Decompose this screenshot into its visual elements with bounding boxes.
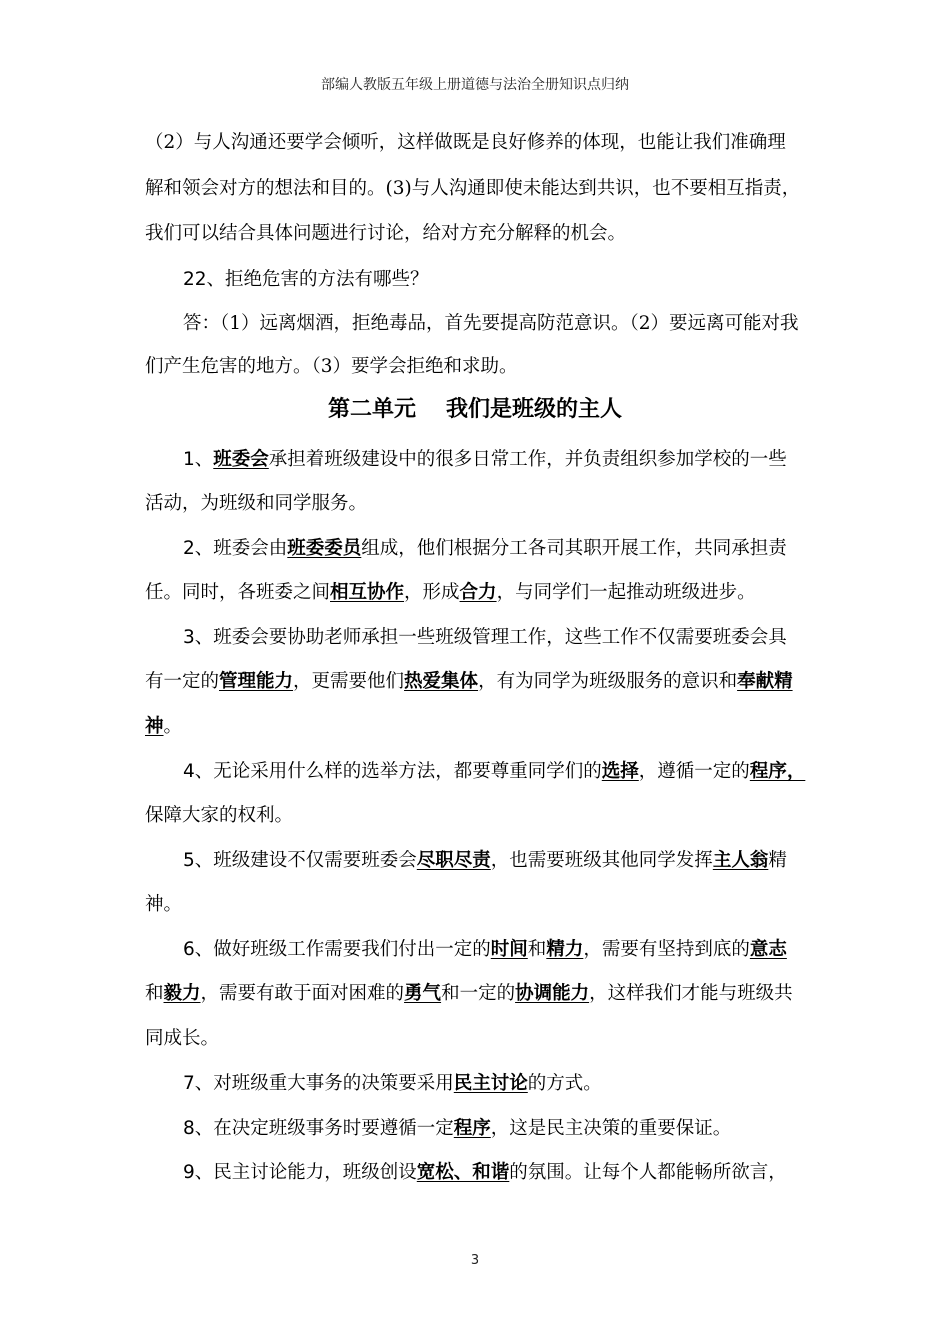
- item-text: ，与同学们一起推动班级进步。: [496, 582, 756, 603]
- list-item-line: [145, 580, 810, 606]
- keyword: 意志: [749, 939, 787, 960]
- list-item: [183, 937, 810, 963]
- question-22: 22、拒绝危害的方法有哪些？: [183, 269, 429, 290]
- unit-name: 我们是班级的主人: [446, 397, 623, 422]
- item-text: 2、班委会由: [183, 538, 288, 559]
- item-text: 6、做好班级工作需要我们付出一定的: [183, 939, 491, 960]
- page-number: 3: [470, 1253, 480, 1268]
- page-header: 部编人教版五年级上册道德与法治全册知识点归纳: [321, 77, 629, 93]
- list-item-line: [145, 669, 810, 695]
- keyword: 相互协作: [330, 582, 405, 603]
- list-item: 3、班委会要协助老师承担一些班级管理工作，这些工作不仅需要班委会具: [183, 627, 787, 648]
- item-text: ，需要有坚持到底的: [583, 939, 750, 960]
- item-text: 1、: [183, 449, 214, 470]
- item-text: ，需要有敢于面对困难的: [200, 983, 405, 1004]
- answer-22-line: 答：（1）远离烟酒，拒绝毒品，首先要提高防范意识。（2）要远离可能对我: [183, 313, 799, 334]
- list-item: [183, 759, 810, 785]
- keyword: 神: [145, 716, 164, 737]
- keyword: 宽松、和谐: [416, 1162, 510, 1183]
- keyword: 民主讨论: [453, 1073, 528, 1094]
- item-text: ，更需要他们: [293, 671, 405, 692]
- keyword: 合力: [459, 582, 497, 603]
- item-text: ，也需要班级其他同学发挥: [490, 850, 713, 871]
- list-item-line: 神。: [145, 894, 183, 915]
- keyword: 班委会: [213, 449, 269, 470]
- item-text: 有一定的: [145, 671, 220, 692]
- item-text: ，这样我们才能与班级共: [589, 983, 793, 1004]
- item-text: ，遵循一定的: [638, 761, 750, 782]
- list-item-line: [145, 981, 810, 1007]
- item-text: ，形成: [404, 582, 460, 603]
- list-item: [183, 447, 810, 473]
- keyword: 精力: [546, 939, 584, 960]
- item-text: 和一定的: [441, 983, 516, 1004]
- keyword: 热爱集体: [404, 671, 479, 692]
- keyword: 班委委员: [287, 538, 362, 559]
- list-item-line: [145, 714, 810, 740]
- list-item: [183, 536, 810, 562]
- paragraph-line: 解和领会对方的想法和目的。(3)与人沟通即使未能达到共识，也不要相互指责，: [145, 178, 801, 199]
- item-text: 精: [768, 850, 787, 871]
- keyword: 选择: [601, 761, 639, 782]
- item-text: 7、对班级重大事务的决策要采用: [183, 1073, 454, 1094]
- list-item-line: 保障大家的权利。: [145, 805, 294, 826]
- item-text: 和: [527, 939, 547, 960]
- keyword: 程序: [453, 1118, 491, 1139]
- item-text: 任。同时，各班委之间: [145, 582, 331, 603]
- list-item: [183, 1071, 810, 1097]
- keyword: 尽职尽责: [416, 850, 491, 871]
- list-item: [183, 848, 810, 874]
- keyword: 协调能力: [515, 983, 590, 1004]
- paragraph-line: （2）与人沟通还要学会倾听，这样做既是良好修养的体现，也能让我们准确理: [145, 132, 786, 153]
- unit-number: 第二单元: [327, 397, 416, 422]
- item-text: 8、在决定班级事务时要遵循一定: [183, 1118, 454, 1139]
- list-item-line: 活动，为班级和同学服务。: [145, 493, 368, 514]
- list-item: [183, 1160, 810, 1186]
- item-text: 5、班级建设不仅需要班委会: [183, 850, 417, 871]
- keyword: 管理能力: [219, 671, 294, 692]
- item-text: ，这是民主决策的重要保证。: [490, 1118, 732, 1139]
- keyword: 奉献精: [737, 671, 793, 692]
- item-text: 的氛围。让每个人都能畅所欲言，: [509, 1162, 787, 1183]
- keyword: 勇气: [404, 983, 442, 1004]
- item-text: 的方式。: [527, 1073, 602, 1094]
- list-item-line: 同成长。: [145, 1028, 220, 1049]
- item-text: 组成，他们根据分工各司其职开展工作，共同承担责: [361, 538, 787, 559]
- keyword: 程序，: [749, 761, 806, 782]
- keyword: 毅力: [163, 983, 201, 1004]
- unit-title: [0, 392, 950, 423]
- item-text: ，有为同学为班级服务的意识和: [478, 671, 738, 692]
- paragraph-line: 我们可以结合具体问题进行讨论，给对方充分解释的机会。: [145, 223, 627, 244]
- keyword: 主人翁: [712, 850, 769, 871]
- item-text: 4、无论采用什么样的选举方法，都要尊重同学们的: [183, 761, 602, 782]
- item-text: 9、民主讨论能力，班级创设: [183, 1162, 417, 1183]
- item-text: 和: [145, 983, 164, 1004]
- keyword: 时间: [490, 939, 528, 960]
- item-text: 。: [163, 716, 183, 737]
- list-item: [183, 1116, 810, 1142]
- answer-22-line: 们产生危害的地方。（3）要学会拒绝和求助。: [145, 356, 518, 377]
- item-text: 承担着班级建设中的很多日常工作，并负责组织参加学校的一些: [268, 449, 787, 470]
